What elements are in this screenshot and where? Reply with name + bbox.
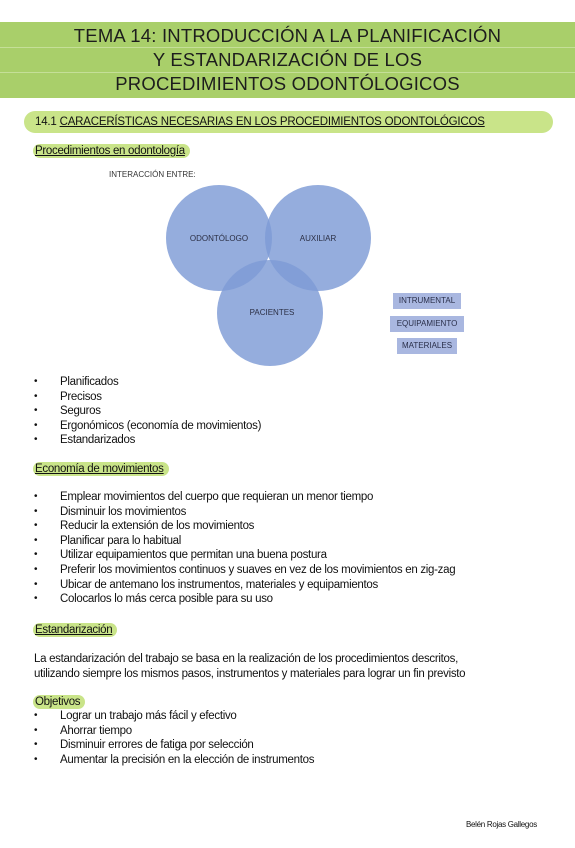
list-item: • Preferir los movimientos continuos y suaves en vez de los movimientos en zig-zag — [34, 563, 455, 578]
list-item: • Colocarlos lo más cerca posible para su uso — [34, 592, 455, 607]
odontologo-label: ODONTÓLOGO — [189, 234, 249, 243]
economia-list — [34, 490, 455, 607]
list-item: • Aumentar la precisión en la elección de instrumentos — [34, 753, 314, 768]
list-item: • Utilizar equipamientos que permitan una buena postura — [34, 548, 455, 563]
procedimientos-heading-text: Procedimientos en odontología — [33, 144, 190, 158]
auxiliar-label: AUXILIAR — [299, 234, 337, 243]
estandarizacion-paragraph — [34, 652, 554, 681]
tag-instrumental: INTRUMENTAL — [393, 293, 461, 309]
tag-materiales: MATERIALES — [397, 338, 457, 354]
economia-heading-text: Economía de movimientos — [33, 462, 169, 476]
section-title: CARACERÍSTICAS NECESARIAS EN LOS PROCEDIMIENTOS ODONTOLÓGICOS — [59, 116, 485, 128]
list-item: • Planificados — [34, 375, 261, 390]
page-title — [0, 24, 575, 96]
list-item: • Ahorrar tiempo — [34, 724, 314, 739]
list-item: • Seguros — [34, 404, 261, 419]
title-line-3: PROCEDIMIENTOS ODONTÓLOGICOS — [115, 73, 460, 94]
pacientes-label: PACIENTES — [249, 308, 295, 317]
tag-equipamiento: EQUIPAMIENTO — [390, 316, 464, 332]
diagram-caption: INTERACCIÓN ENTRE: — [109, 170, 196, 179]
list-item: • Lograr un trabajo más fácil y efectivo — [34, 709, 314, 724]
procedimientos-list — [34, 375, 261, 448]
economia-heading — [33, 461, 169, 477]
objetivos-heading-text: Objetivos — [33, 695, 85, 709]
estandarizacion-heading — [33, 622, 117, 638]
list-item: • Emplear movimientos del cuerpo que requieran un menor tiempo — [34, 490, 455, 505]
list-item: • Reducir la extensión de los movimientos — [34, 519, 455, 534]
author-footer: Belén Rojas Gallegos — [466, 820, 537, 829]
list-item: • Planificar para lo habitual — [34, 534, 455, 549]
list-item: • Disminuir los movimientos — [34, 505, 455, 520]
paragraph-line: La estandarización del trabajo se basa en la realización de los procedimientos descritos, — [34, 653, 458, 665]
section-heading — [35, 114, 485, 130]
procedimientos-heading — [33, 143, 190, 159]
list-item: • Ubicar de antemano los instrumentos, materiales y equipamientos — [34, 578, 455, 593]
venn-diagram — [100, 163, 400, 373]
list-item: • Precisos — [34, 390, 261, 405]
objetivos-list — [34, 709, 314, 767]
section-number: 14.1 — [35, 116, 57, 128]
title-line-1: TEMA 14: INTRODUCCIÓN A LA PLANIFICACIÓN — [73, 25, 502, 46]
paragraph-line: utilizando siempre los mismos pasos, instrumentos y materiales para lograr un fin previsto — [34, 667, 466, 680]
list-item: • Estandarizados — [34, 433, 261, 448]
estandarizacion-heading-text: Estandarización — [33, 623, 117, 637]
title-line-2: Y ESTANDARIZACIÓN DE LOS — [152, 49, 423, 70]
objetivos-heading — [33, 694, 85, 710]
list-item: • Disminuir errores de fatiga por selección — [34, 738, 314, 753]
list-item: • Ergonómicos (economía de movimientos) — [34, 419, 261, 434]
